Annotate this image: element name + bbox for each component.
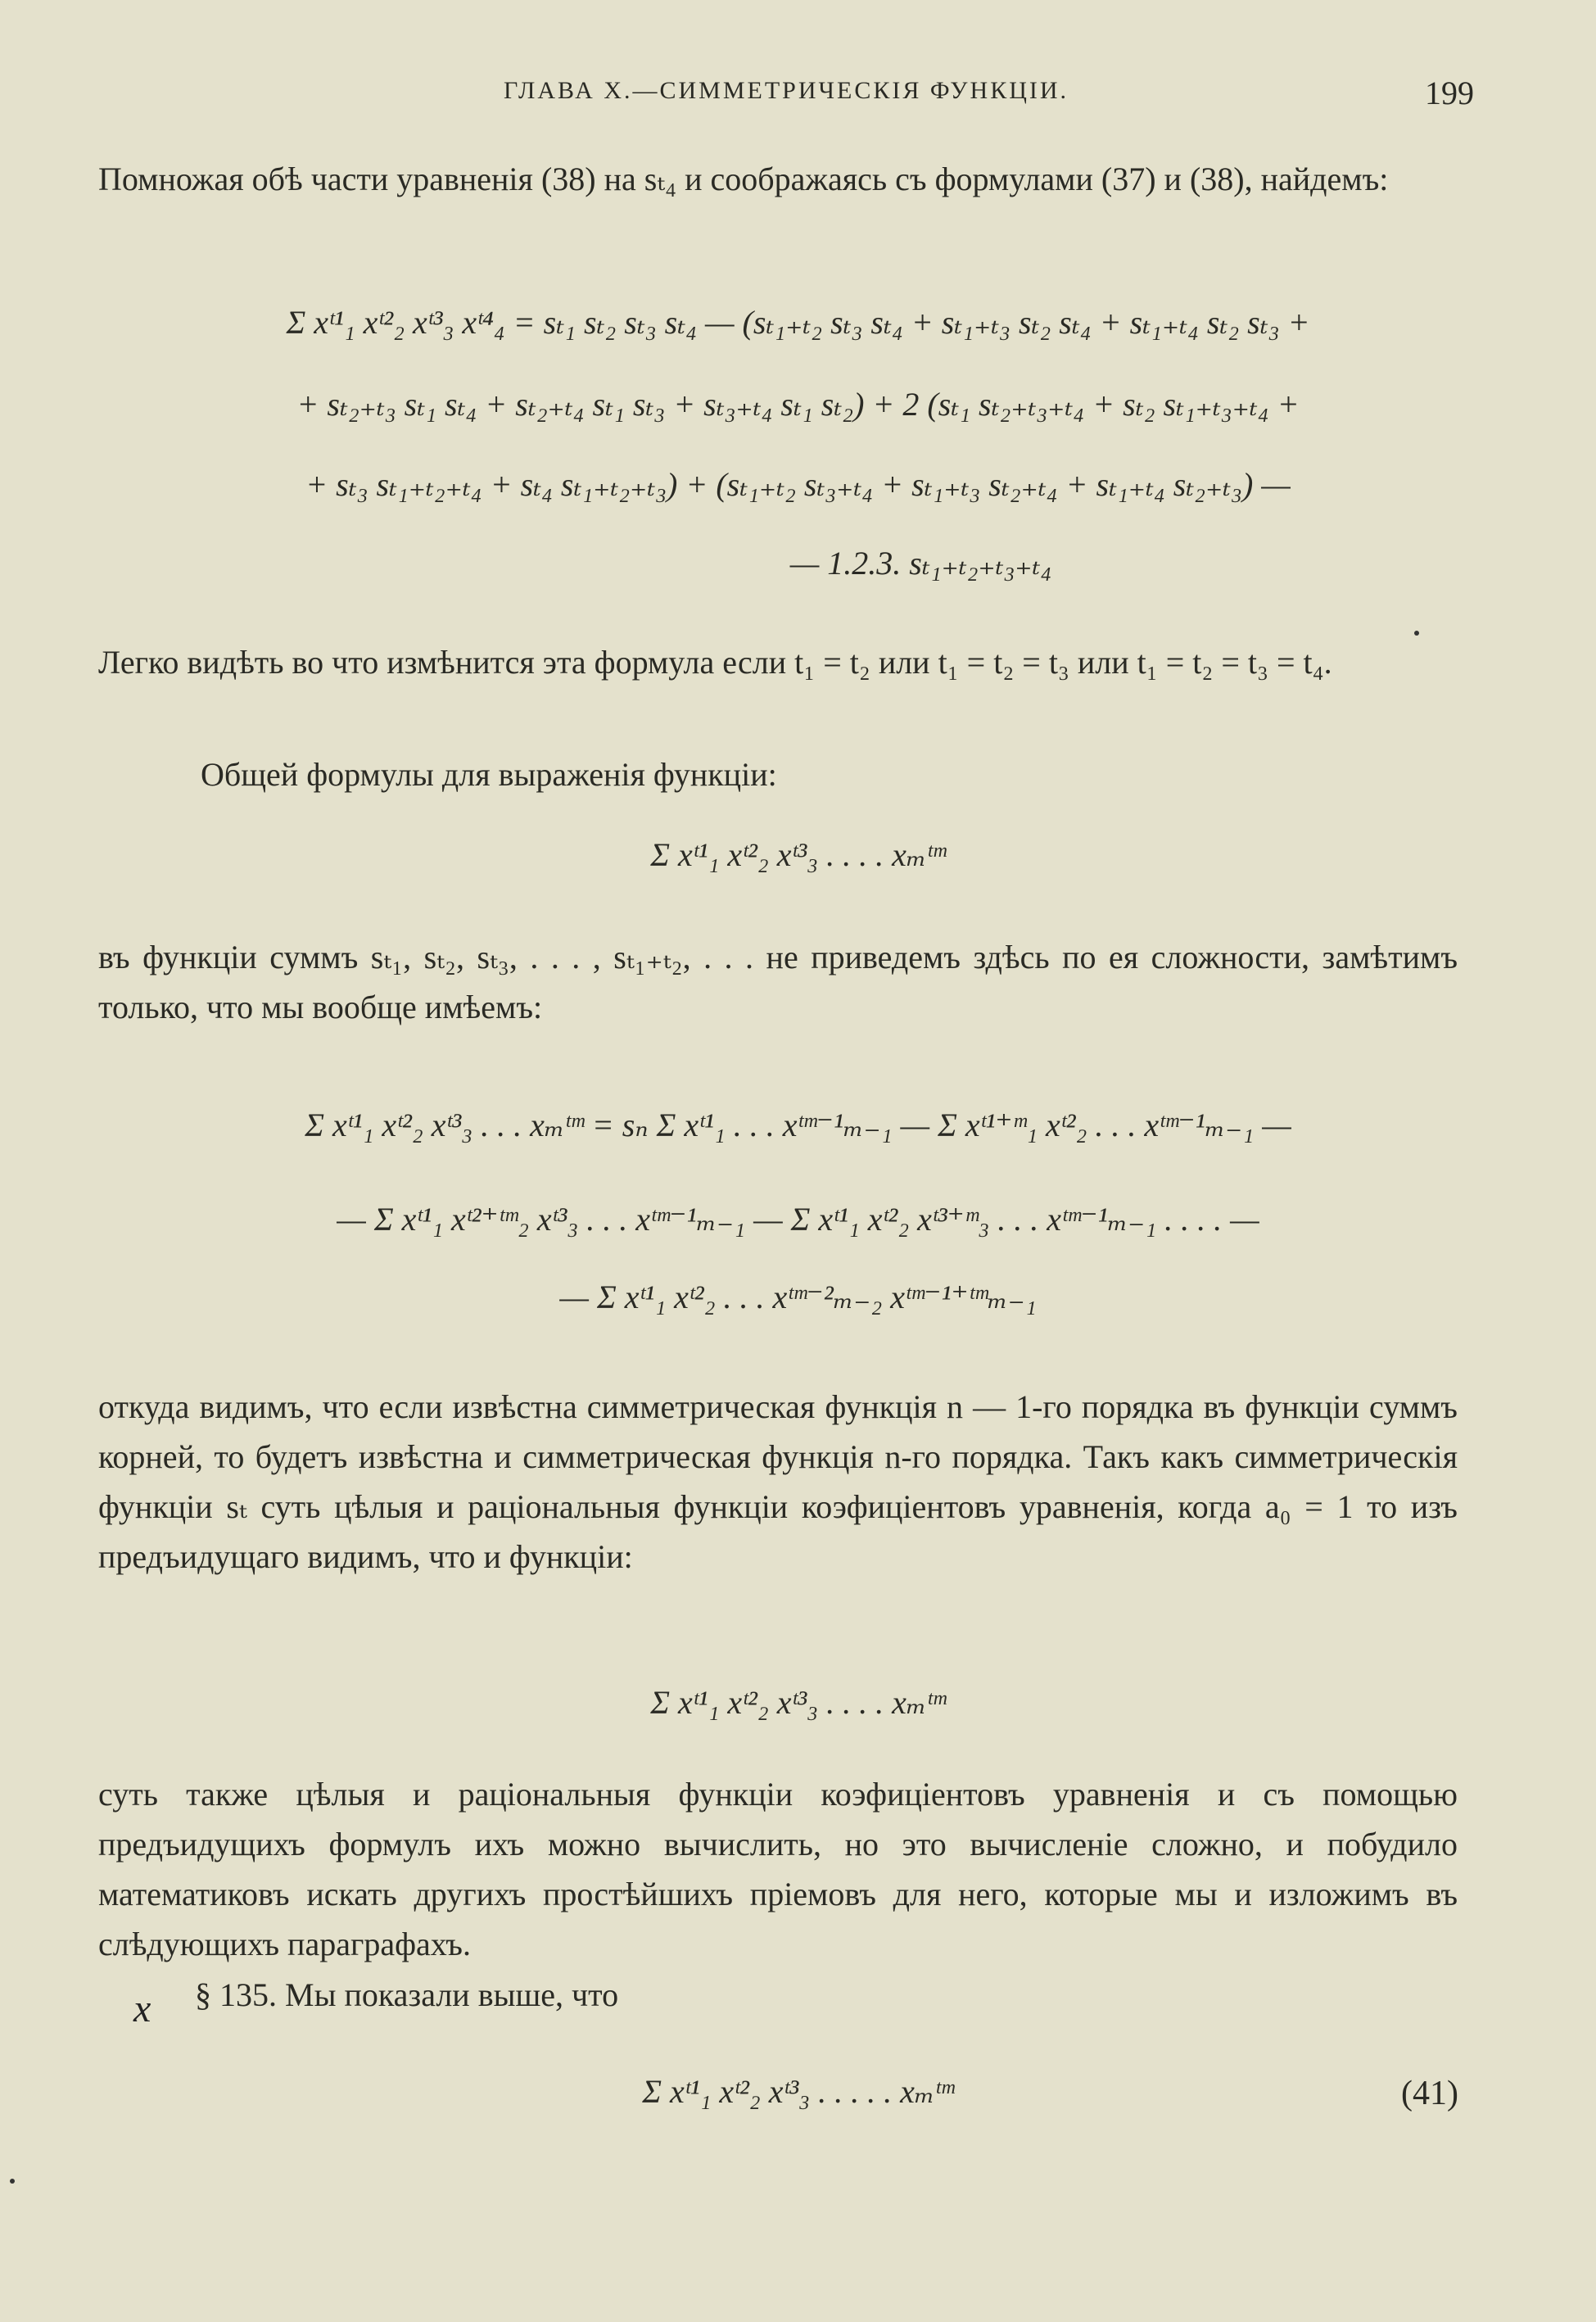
equation-41 <box>0 2072 1596 2111</box>
section-135-intro: § 135. Мы показали выше, что <box>195 1976 619 2013</box>
margin-pencil-mark: x <box>133 1987 151 2030</box>
running-header <box>98 75 1474 115</box>
chapter-title: ГЛАВА X.—СИММЕТРИЧЕСКІЯ ФУНКЦІИ. <box>503 77 1069 104</box>
ink-dot <box>1414 631 1419 636</box>
paragraph-conclusion: откуда видимъ, что если извѣстна симметрическая функція n — 1-го порядка въ функціи суммъ корней, то будетъ извѣстна и симметрическая функція n-го порядка. Такъ какъ симметрическія функціи sₜ суть цѣлыя и раціональныя функціи коэфиціентовъ уравненія, когда a₀ = 1 то изъ предъидущаго видимъ, что и функціи: <box>98 1388 1458 1575</box>
equation-41-body: Σ xᵗ¹₁ xᵗ²₂ xᵗ³₃ . . . . . xₘᵗᵐ <box>642 2073 954 2110</box>
equation-line-1: Σ xᵗ¹₁ xᵗ²₂ xᵗ³₃ xᵗ⁴₄ = sₜ₁ sₜ₂ sₜ₃ sₜ₄ — (sₜ₁₊ₜ₂ sₜ₃ sₜ₄ + sₜ₁₊ₜ₃ sₜ₂ sₜ₄ + sₜ₁₊ₜ₄ sₜ₂ sₜ₃ + <box>286 304 1310 341</box>
equation-line-2: + sₜ₂₊ₜ₃ sₜ₁ sₜ₄ + sₜ₂₊ₜ₄ sₜ₁ sₜ₃ + sₜ₃₊ₜ₄ sₜ₁ sₜ₂) + 2 (sₜ₁ sₜ₂₊ₜ₃₊ₜ₄ + sₜ₂ sₜ₁₊ₜ₃₊ₜ₄ + <box>296 386 1300 423</box>
paragraph-rational-functions: суть также цѣлыя и раціональныя функціи коэфиціентовъ уравненія и съ помощью предъидущихъ формулъ ихъ можно вычислить, но это вычисленіе сложно, и побудило математиковъ искать другихъ простѣйшихъ пріемовъ для него, которые мы и изложимъ въ слѣдующихъ параграфахъ. <box>98 1776 1458 1962</box>
paragraph-change-note: Легко видѣть во что измѣнится эта формула если t₁ = t₂ или t₁ = t₂ = t₃ или t₁ = t₂ = t₃ = t₄. <box>98 644 1332 681</box>
paragraph-intro: Помножая обѣ части уравненія (38) на sₜ₄ и соображаясь съ формулами (37) и (38), найдемъ: <box>98 161 1389 197</box>
equation-sum-repeat: Σ xᵗ¹₁ xᵗ²₂ xᵗ³₃ . . . . xₘᵗᵐ <box>650 1684 946 1721</box>
equation-sum-power-product: Σ xᵗ¹₁ xᵗ²₂ xᵗ³₃ . . . . xₘᵗᵐ <box>650 836 946 873</box>
equation-number-41: (41) <box>1401 2075 1458 2112</box>
paragraph-sums: въ функціи суммъ sₜ₁, sₜ₂, sₜ₃, . . . , sₜ₁₊ₜ₂, . . . не приведемъ здѣсь по ея сложности, замѣтимъ только, что мы вообще имѣемъ: <box>98 939 1458 1025</box>
paragraph-general-formula: Общей формулы для выраженія функціи: <box>201 756 777 793</box>
page-number: 199 <box>1425 75 1474 111</box>
equation-recurrence-line-2: — Σ xᵗ¹₁ xᵗ²⁺ᵗᵐ₂ xᵗ³₃ . . . xᵗᵐ⁻¹ₘ₋₁ — Σ xᵗ¹₁ xᵗ²₂ xᵗ³⁺ᵐ₃ . . . xᵗᵐ⁻¹ₘ₋₁ . . . . — <box>337 1201 1259 1238</box>
equation-recurrence-line-1: Σ xᵗ¹₁ xᵗ²₂ xᵗ³₃ . . . xₘᵗᵐ = sₙ Σ xᵗ¹₁ . . . xᵗᵐ⁻¹ₘ₋₁ — Σ xᵗ¹⁺ᵐ₁ xᵗ²₂ . . . xᵗᵐ⁻¹ₘ₋₁ — <box>305 1107 1291 1143</box>
equation-line-3: + sₜ₃ sₜ₁₊ₜ₂₊ₜ₄ + sₜ₄ sₜ₁₊ₜ₂₊ₜ₃) + (sₜ₁₊ₜ₂ sₜ₃₊ₜ₄ + sₜ₁₊ₜ₃ sₜ₂₊ₜ₄ + sₜ₁₊ₜ₄ sₜ₂₊ₜ₃) — <box>305 466 1291 503</box>
equation-line-4: — 1.2.3. sₜ₁₊ₜ₂₊ₜ₃₊ₜ₄ <box>789 545 1052 582</box>
equation-recurrence-line-3: — Σ xᵗ¹₁ xᵗ²₂ . . . xᵗᵐ⁻²ₘ₋₂ xᵗᵐ⁻¹⁺ᵗᵐₘ₋₁ <box>559 1279 1037 1315</box>
ink-dot <box>10 2179 15 2184</box>
